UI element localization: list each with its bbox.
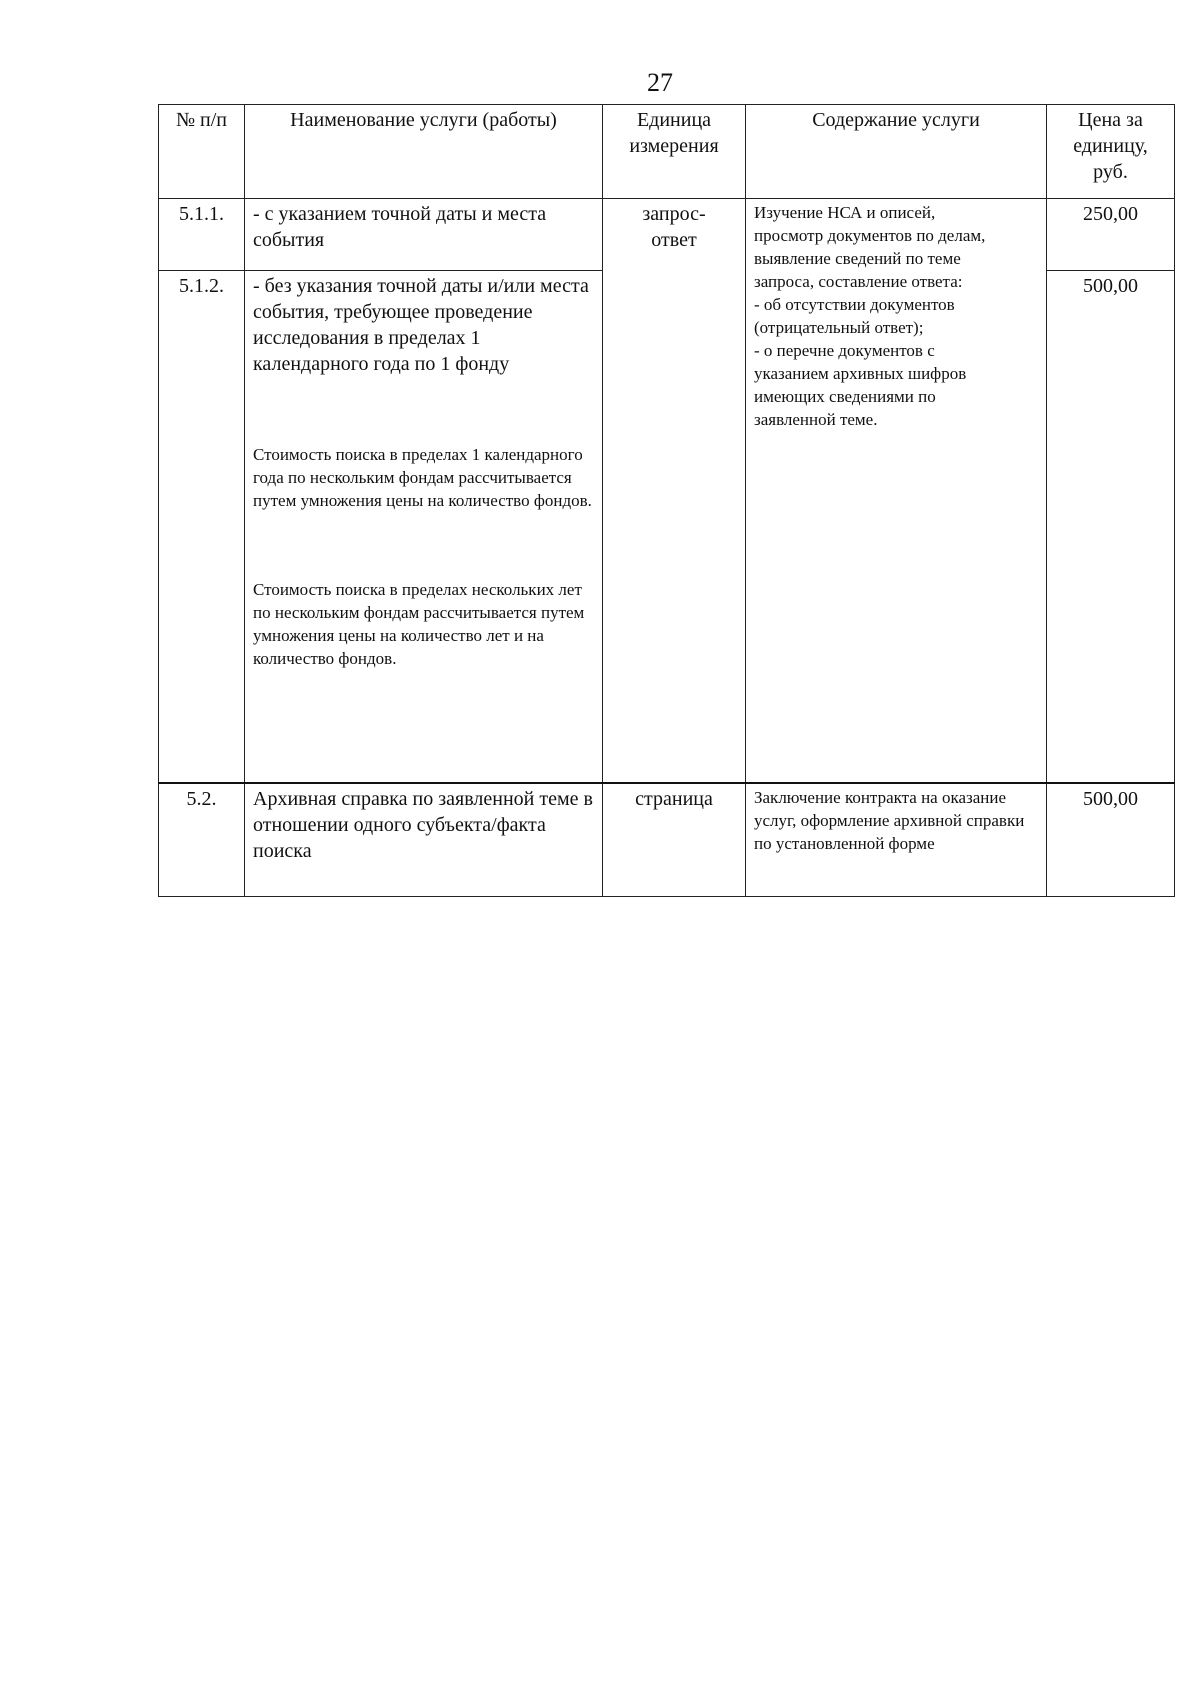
row-price: 500,00 <box>1047 271 1175 783</box>
header-content: Содержание услуги <box>746 105 1047 199</box>
price-table <box>158 104 1175 897</box>
row-price: 500,00 <box>1047 783 1175 897</box>
header-price-line3: руб. <box>1093 161 1128 183</box>
content-line: просмотр документов по делам, <box>754 226 986 245</box>
content-line: - о перечне документов с <box>754 341 935 360</box>
header-price <box>1047 105 1175 199</box>
row-note-1: Стоимость поиска в пределах 1 календарного года по нескольким фондам рассчитывается путем умножения цены на количество фондов. <box>253 445 592 510</box>
shared-unit-line2: ответ <box>651 229 697 251</box>
header-name: Наименование услуги (работы) <box>245 105 603 199</box>
row-name-text: - без указания точной даты и/или места события, требующее проведение исследования в пределах 1 календарного года по 1 фонду <box>253 275 589 375</box>
header-unit-line1: Единица <box>636 109 712 131</box>
row-note-2: Стоимость поиска в пределах нескольких лет по нескольким фондам рассчитывается путем умножения цены на количество лет и на количество фондов. <box>253 580 585 668</box>
row-num: 5.1.2. <box>159 271 245 783</box>
content-line: запроса, составление ответа: <box>754 272 963 291</box>
shared-content <box>746 199 1047 783</box>
row-price: 250,00 <box>1047 199 1175 271</box>
header-price-line1: Цена за <box>1078 109 1143 131</box>
content-line: (отрицательный ответ); <box>754 318 924 337</box>
table-row-5-2 <box>159 783 1175 897</box>
content-line: указанием архивных шифров <box>754 364 967 383</box>
row-unit: страница <box>603 783 746 897</box>
content-line: заявленной теме. <box>754 410 878 429</box>
header-unit-line2: измерения <box>629 135 719 157</box>
shared-unit-line1: запрос- <box>642 203 706 225</box>
content-line: имеющих сведениями по <box>754 387 936 406</box>
content-line: - об отсутствии документов <box>754 295 955 314</box>
page-number: 27 <box>647 68 673 97</box>
table-header-row <box>159 105 1175 199</box>
content-line: Изучение НСА и описей, <box>754 203 936 222</box>
content-line: выявление сведений по теме <box>754 249 961 268</box>
table-row-5-1-1 <box>159 199 1175 271</box>
row-name: Архивная справка по заявленной теме в отношении одного субъекта/факта поиска <box>245 783 603 897</box>
row-content: Заключение контракта на оказание услуг, оформление архивной справки по установленной форме <box>746 783 1047 897</box>
shared-unit <box>603 199 746 783</box>
row-name <box>245 271 603 783</box>
row-num: 5.2. <box>159 783 245 897</box>
row-name: - с указанием точной даты и места события <box>245 199 603 271</box>
header-unit <box>603 105 746 199</box>
header-price-line2: единицу, <box>1073 135 1148 157</box>
header-num: № п/п <box>159 105 245 199</box>
row-num: 5.1.1. <box>159 199 245 271</box>
